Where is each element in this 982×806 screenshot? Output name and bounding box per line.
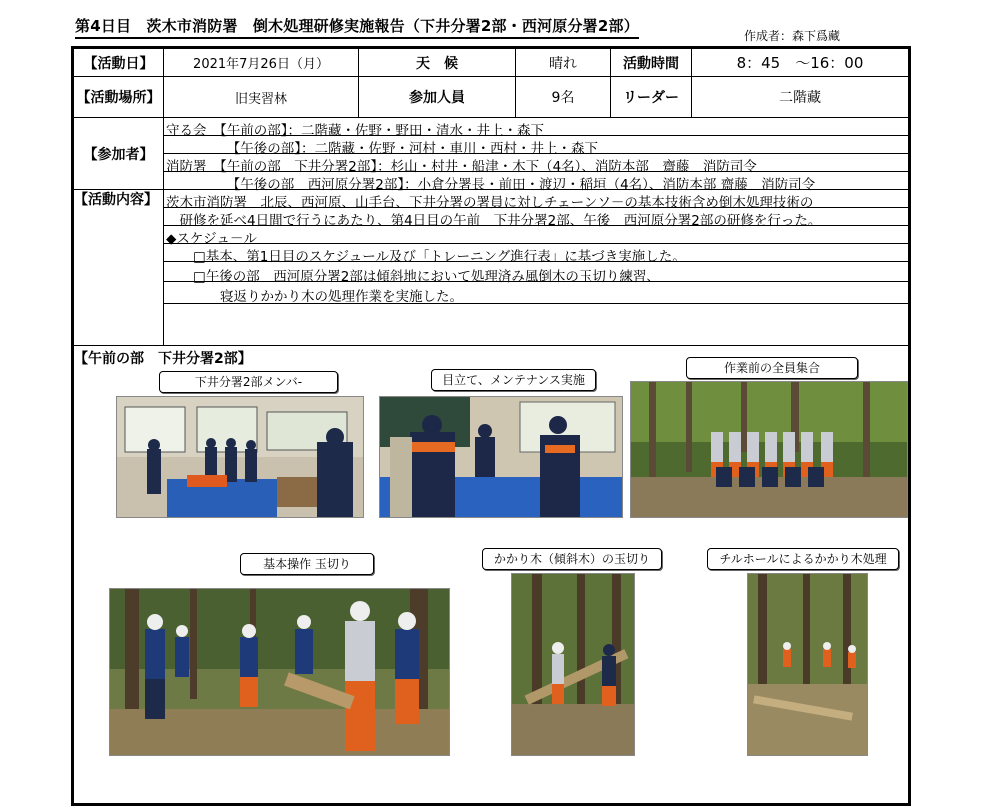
photo-caption: 目立て、メンテナンス実施 — [431, 369, 596, 391]
photo-caption: チルホールによるかかり木処理 — [707, 548, 899, 570]
date-value: 2021年7月26日（月） — [193, 57, 329, 72]
page-title: 第4日目 茨木市消防署 倒木処理研修実施報告（下井分署2部・西河原分署2部） — [75, 15, 639, 39]
activity-line: 寝返りかかり木の処理作業を実施した。 — [166, 289, 463, 305]
activity-line: □基本、第1日目のスケジュール及び「トレーニング進行表」に基づき実施した。 — [166, 249, 686, 265]
activity-line: □午後の部 西河原分署2部は傾斜地において処理済み風倒木の玉切り練習、 — [166, 269, 660, 285]
activity-line: ◆スケジュ－ル — [166, 231, 257, 247]
time-value: 8：45 ～16：00 — [736, 54, 864, 72]
leader-label: リーダー — [623, 90, 679, 106]
participants-line: 【午後の部 西河原分署2部】：小倉分署長・前田・渡辺・稲垣（4名）、消防本部 齋藤 消防司令 — [166, 177, 816, 193]
col-divider — [163, 117, 164, 345]
place-label: 【活動場所】 — [76, 90, 161, 106]
photo-tirfor — [747, 573, 868, 756]
photo-leaning-tree — [511, 573, 635, 756]
photo-caption: 作業前の全員集合 — [686, 357, 858, 379]
activity-line: 研修を延べ4日間で行うにあたり、第4日目の午前 下井分署2部、午後 西河原分署2部の研修を行った。 — [166, 213, 822, 229]
photo-caption: かかり木（傾斜木）の玉切り — [482, 548, 662, 570]
activity-label: 【活動内容】 — [74, 192, 158, 208]
line — [74, 345, 908, 346]
photo-group — [630, 381, 908, 518]
date-label: 【活動日】 — [83, 55, 154, 72]
photo-caption: 基本操作 玉切り — [240, 553, 374, 575]
photo-maintenance — [379, 396, 623, 518]
participants-line: 【午後の部】：二階藏・佐野・河村・車川・西村・井上・森下 — [166, 141, 598, 157]
activity-line: 茨木市消防署 北辰、西河原、山手台、下井分署の署員に対しチェーンソ－の基本技術含め倒木処理技術の — [166, 195, 814, 211]
photo-caption: 下井分署2部メンバ- — [159, 371, 338, 393]
place-value: 旧実習林 — [234, 91, 287, 107]
members-label: 参加人員 — [409, 90, 465, 106]
leader-value: 二階藏 — [779, 90, 821, 106]
photo-basic-cutting — [109, 588, 450, 756]
participants-label: 【参加者】 — [83, 146, 154, 163]
morning-heading: 【午前の部 下井分署2部】 — [74, 351, 252, 367]
weather-value: 晴れ — [549, 55, 577, 72]
members-value: 9名 — [551, 90, 575, 106]
weather-label: 天 候 — [416, 55, 458, 72]
row-divider — [74, 117, 908, 118]
participants-line: 消防署 【午前の部 下井分署2部】：杉山・村井・船津・木下（4名）、消防本部 齋藤 消防司令 — [166, 159, 757, 175]
line — [163, 243, 908, 244]
participants-line: 守る会 【午前の部】：二階藏・佐野・野田・清水・井上・森下 — [166, 123, 544, 139]
author-label: 作成者：森下爲藏 — [744, 29, 841, 43]
photo-members — [116, 396, 364, 518]
time-label: 活動時間 — [623, 55, 679, 72]
